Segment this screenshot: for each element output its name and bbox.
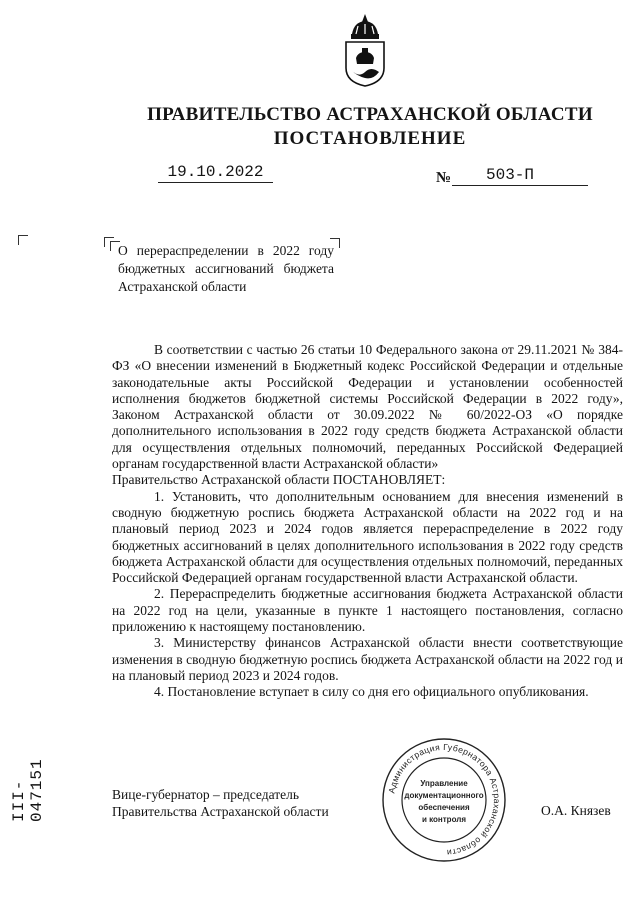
form-serial-number: III- 047151 (10, 758, 46, 822)
resolves-line: Правительство Астраханской области ПОСТАНОВЛЯЕТ: (112, 472, 446, 488)
stamp-center-line: и контроля (422, 815, 466, 824)
document-type: ПОСТАНОВЛЕНИЕ (273, 128, 467, 149)
stamp-center-line: обеспечения (418, 803, 470, 812)
item-paragraph: 1. Установить, что дополнительным основанием для внесения изменений в сводную бюджетную роспись бюджета Астраханской области на 2022 год и на плановый период 2023 и 2024 годов является перераспределение в 2022 году бюджетных ассигнований в целях дополнительного использования в 2022 году средств бюджета Астраханской области для осуществления отдельных полномочий, переданных Российской Федерацией органам государственной власти Астраханской области. (112, 488, 623, 586)
coat-of-arms-emblem (342, 12, 388, 88)
document-date: 19.10.2022 (158, 163, 273, 183)
item-paragraph: 2. Перераспределить бюджетные ассигнования бюджета Астраханской области на 2022 год на цели, указанные в пункте 1 настоящего постановления, согласно приложению к настоящему постановлению. (112, 586, 623, 635)
official-stamp (380, 736, 508, 864)
item-paragraph: 4. Постановление вступает в силу со дня его официального опубликования. (154, 684, 589, 700)
corner-mark (18, 235, 28, 245)
signatory-title (112, 786, 329, 820)
organization-name: ПРАВИТЕЛЬСТВО АСТРАХАНСКОЙ ОБЛАСТИ (147, 104, 593, 125)
preamble-paragraph: В соответствии с частью 26 статьи 10 Федерального закона от 29.11.2021 № 384-ФЗ «О внесении изменений в Бюджетный кодекс Российской Федерации и отдельные законодательные акты Российской Федерации и установлении особенностей исполнения бюджетов бюджетной системы Российской Федерации в 2022 году», Законом Астраханской области от 30.09.2022 № 60/2022-ОЗ «О порядке дополнительного использования в 2022 году средств бюджета Астраханской области для осуществления отдельных полномочий, переданных Российской Федерацией органам государственной власти Астраханской области» (112, 342, 623, 472)
stamp-center-line: Управление (420, 779, 468, 788)
stamp-center-line: документационного (404, 791, 484, 800)
item-paragraph: 3. Министерству финансов Астраханской области внести соответствующие изменения в сводную бюджетную роспись бюджета Астраханской области на 2022 год и на плановый период 2023 и 2024 годов. (112, 635, 623, 683)
signatory-title-line: Правительства Астраханской области (112, 804, 329, 819)
signatory-name: О.А. Князев (541, 803, 611, 818)
document-subject: О перераспределении в 2022 году бюджетных ассигнований бюджета Астраханской области (118, 243, 334, 294)
document-body (112, 342, 623, 701)
stamp-ring-text: Администрация Губернатора Астраханской области (386, 741, 503, 858)
document-number: 503-П (452, 166, 588, 186)
number-label: № (436, 170, 452, 186)
signatory-title-line: Вице-губернатор – председатель (112, 787, 299, 802)
